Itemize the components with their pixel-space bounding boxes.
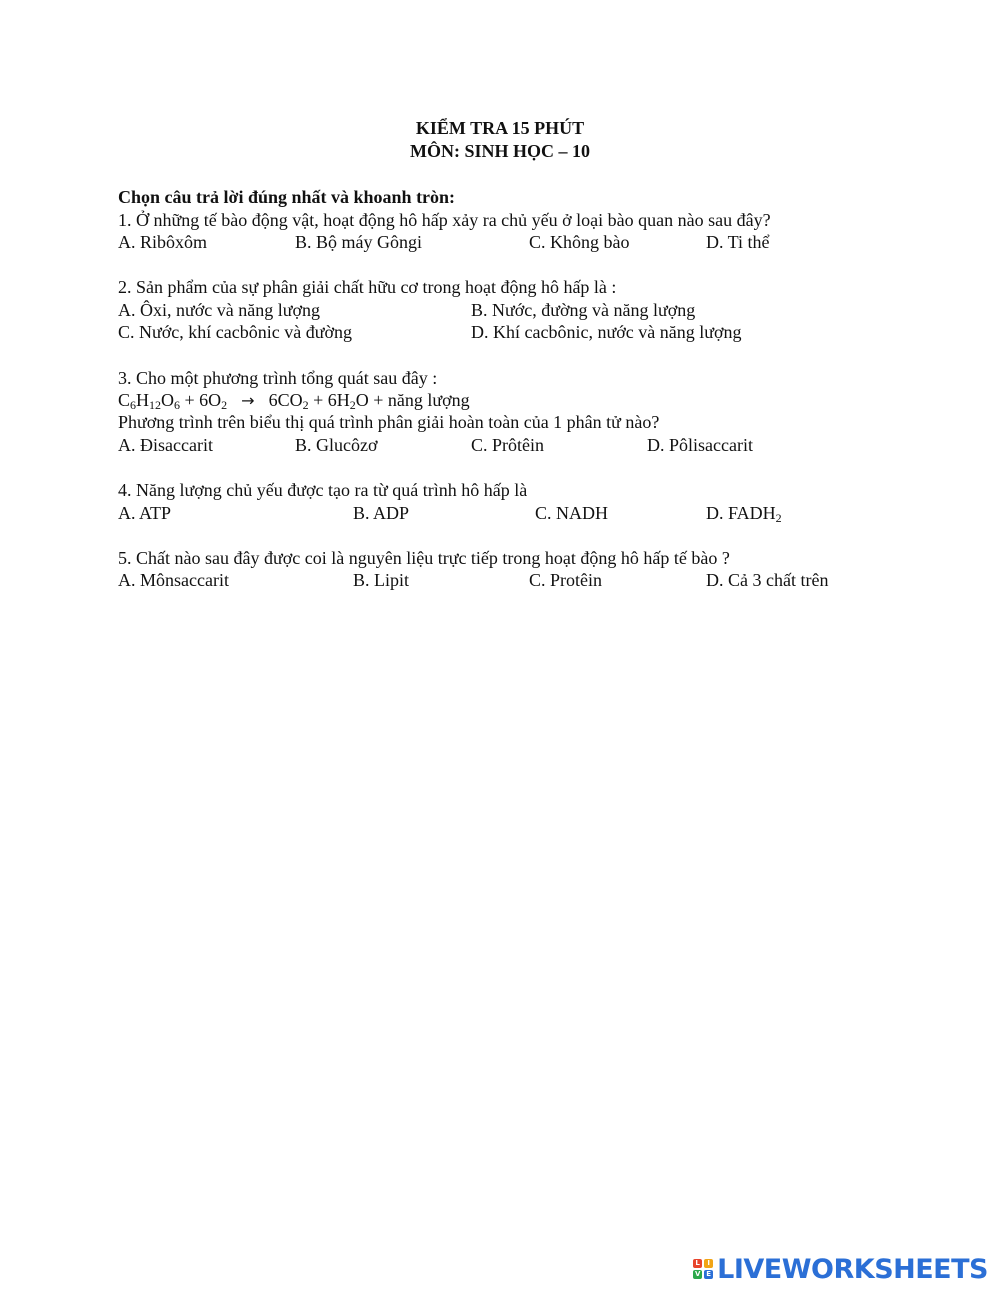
question-4-option-c[interactable]: C. NADH [535, 503, 609, 523]
eq-plus-water: + 6H [308, 390, 350, 410]
question-4-text: 4. Năng lượng chủ yếu được tạo ra từ quá trình hô hấp là [118, 480, 528, 500]
logo-mark-letter-e: E [704, 1270, 713, 1279]
liveworksheets-mark-icon [693, 1259, 715, 1281]
question-3-option-c[interactable]: C. Prôtêin [471, 435, 545, 455]
question-3-option-a[interactable]: A. Đisaccarit [118, 435, 213, 455]
question-4-option-a[interactable]: A. ATP [118, 503, 172, 523]
question-2-option-d[interactable]: D. Khí cacbônic, nước và năng lượng [471, 322, 742, 342]
question-5-option-d[interactable]: D. Cả 3 chất trên [706, 570, 829, 590]
question-5-text: 5. Chất nào sau đây được coi là nguyên liệu trực tiếp trong hoạt động hô hấp tế bào ? [118, 548, 730, 568]
question-4-option-d[interactable] [706, 502, 782, 524]
question-1-option-c[interactable]: C. Không bào [529, 232, 630, 252]
question-2-text: 2. Sản phẩm của sự phân giải chất hữu cơ trong hoạt động hô hấp là : [118, 277, 617, 297]
question-1-option-d[interactable]: D. Ti thể [706, 232, 770, 252]
logo-mark-letter-i: I [704, 1259, 713, 1268]
question-3-option-b[interactable]: B. Glucôzơ [295, 435, 378, 455]
question-4-option-d-label: D. FADH [706, 503, 776, 523]
question-5-option-b[interactable]: B. Lipit [353, 570, 410, 590]
question-2-option-b[interactable]: B. Nước, đường và năng lượng [471, 300, 696, 320]
eq-co2-sub: 2 [302, 398, 309, 412]
eq-oxygen-sub: 6 [174, 398, 181, 412]
question-3-subtext: Phương trình trên biểu thị quá trình phân giải hoàn toàn của 1 phân tử nào? [118, 412, 660, 432]
eq-rest: O + năng lượng [355, 390, 470, 410]
eq-oxygen: O [161, 390, 175, 410]
chemical-equation [118, 389, 470, 412]
question-1-option-b[interactable]: B. Bộ máy Gôngi [295, 232, 423, 252]
question-5-option-a[interactable]: A. Mônsaccarit [118, 570, 229, 590]
eq-plus-oxygen: + 6O [180, 390, 222, 410]
eq-co2: 6CO [268, 390, 303, 410]
question-2-option-a[interactable]: A. Ôxi, nước và năng lượng [118, 300, 321, 320]
question-5-option-c[interactable]: C. Protêin [529, 570, 603, 590]
question-2-option-c[interactable]: C. Nước, khí cacbônic và đường [118, 322, 352, 342]
eq-oxygen2-sub: 2 [221, 398, 228, 412]
liveworksheets-logo [693, 1254, 988, 1285]
eq-carbon: C [118, 390, 131, 410]
logo-mark-letter-l: L [693, 1259, 702, 1268]
instruction: Chọn câu trả lời đúng nhất và khoanh tròn: [118, 187, 456, 207]
eq-hydrogen: H [136, 390, 150, 410]
logo-mark-letter-v: V [694, 1269, 701, 1278]
eq-hydrogen-sub: 12 [149, 398, 162, 412]
question-1-text: 1. Ở những tế bào động vật, hoạt động hô hấp xảy ra chủ yếu ở loại bào quan nào sau đây? [118, 210, 771, 230]
question-3-option-d[interactable]: D. Pôlisaccarit [647, 435, 753, 455]
page-title: KIỂM TRA 15 PHÚT [415, 118, 585, 138]
question-4-option-d-sub: 2 [775, 511, 782, 525]
question-3-text: 3. Cho một phương trình tổng quát sau đây : [118, 368, 438, 388]
subject-title: MÔN: SINH HỌC – 10 [410, 141, 590, 161]
arrow-right-icon: → [241, 391, 255, 410]
question-1-option-a[interactable]: A. Ribôxôm [118, 232, 208, 252]
eq-water-sub: 2 [349, 398, 356, 412]
liveworksheets-logo-text: LIVEWORKSHEETS [717, 1254, 988, 1285]
question-4-option-b[interactable]: B. ADP [353, 503, 410, 523]
eq-carbon-sub: 6 [130, 398, 137, 412]
